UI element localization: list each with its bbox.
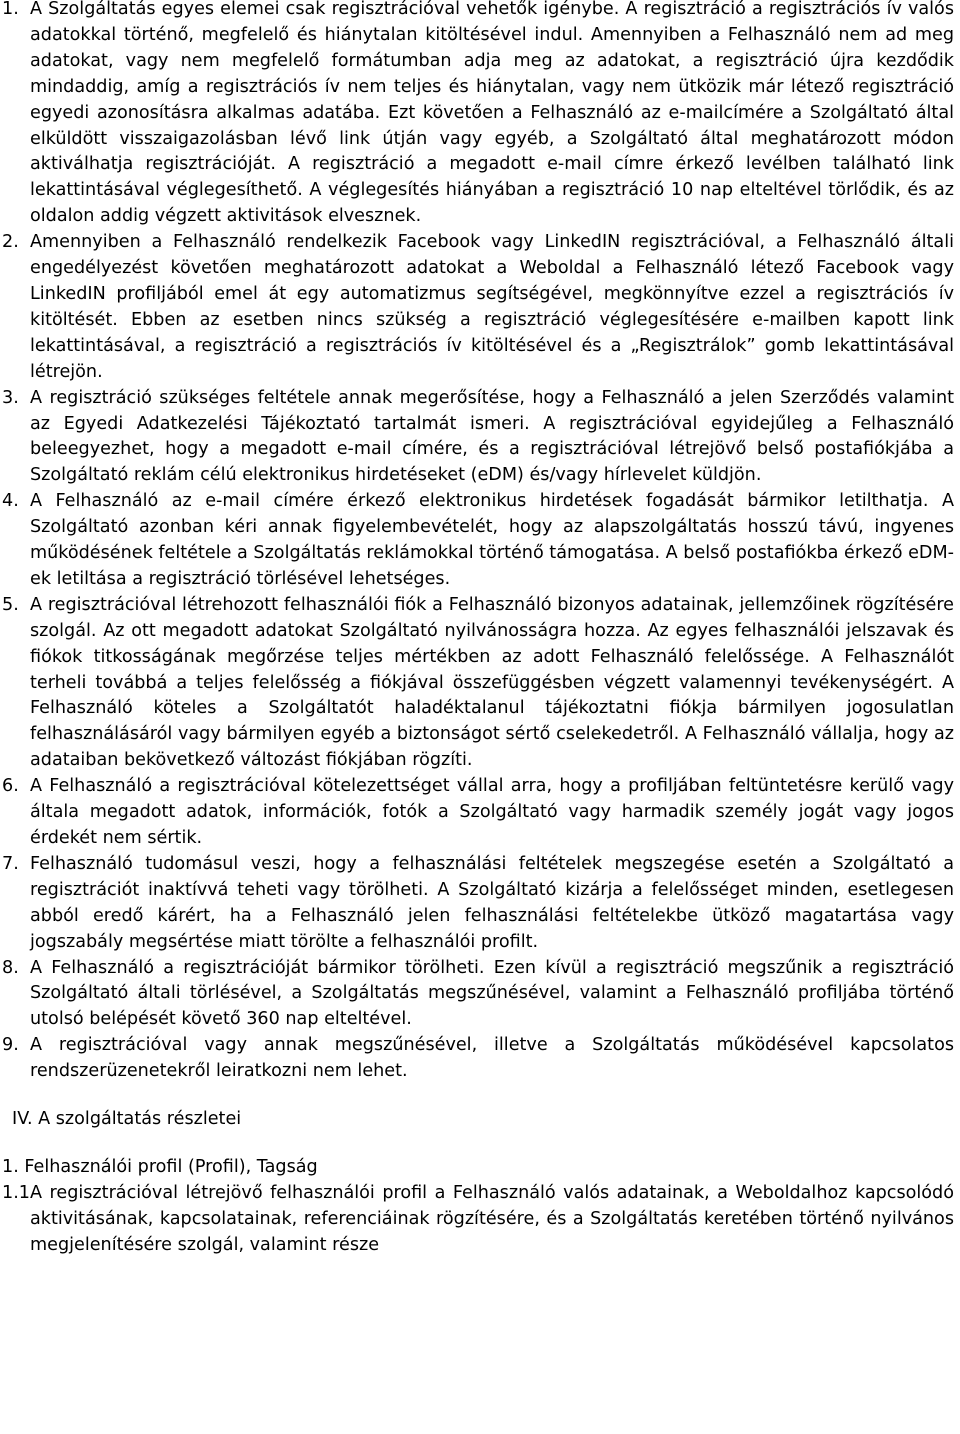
subsection-item-number: 1.1 [2, 1182, 30, 1203]
list-item-number: 4. [2, 491, 19, 512]
subsection-item-text: A regisztrációval létrejövő felhasználói profil a Felhasználó valós adatainak, a Weboldalhoz kapcsolódó aktivitásának, kapcsolatainak, referenciáinak rögzítésére, és a Szolgáltatás keretében történő nyilvános megjelenítésére szolgál, valamint része [30, 1182, 954, 1255]
list-item-text: A Felhasználó az e-mail címére érkező elektronikus hirdetések fogadását bármikor letilthatja. A Szolgáltató azonban kéri annak figyelembevételét, hogy az alapszolgáltatás hosszú távú, ingyenes működésének feltétele a Szolgáltatás reklámokkal történő támogatása. A belső postafiókba érkező eDM-ek letiltása a regisztráció törlésével lehetséges. [30, 491, 954, 589]
list-item-number: 3. [2, 387, 19, 408]
list-item [0, 956, 960, 1034]
list-item-text: A regisztráció szükséges feltétele annak megerősítése, hogy a Felhasználó a jelen Szerződés valamint az Egyedi Adatkezelési Tájékoztató tartalmát ismeri. A regisztrációval egyidejűleg a Felhasználó beleegyezhet, hogy a megadott e-mail címére, és a regisztrációval létrejövő belső postafiókjába a Szolgáltató reklám célú elektronikus hirdetéseket (eDM) és/vagy hírlevelet küldjön. [30, 387, 954, 486]
list-item [0, 386, 960, 490]
list-item-number: 8. [2, 957, 19, 978]
list-item [0, 593, 960, 774]
list-item-text: A regisztrációval létrehozott felhasználói fiók a Felhasználó bizonyos adatainak, jellemzőinek rögzítésére szolgál. Az ott megadott adatokat Szolgáltató nyilvánosságra hozza. Az egyes felhasználói jelszavak és fiókok titkosságának megőrzése teljes mértékben az adott Felhasználó felelőssége. A Felhasználót terheli továbbá a teljes felelősség a fiókjával összefüggésben végzett valamennyi tevékenységért. A Felhasználó köteles a Szolgáltatót haladéktalanul tájékoztatni fiókja bármilyen jogosulatlan felhasználásáról vagy bármilyen egyéb a biztonságot sértő cselekedetről. A Felhasználó vállalja, hogy az adataiban bekövetkező változást fiókjában rögzíti. [30, 594, 954, 771]
list-item [0, 489, 960, 593]
list-item-text: A Szolgáltatás egyes elemei csak regisztrációval vehetők igénybe. A regisztráció a regisztrációs ív valós adatokkal történő, megfelelő és hiánytalan kitöltésével indul. Amennyiben a Felhasználó nem ad meg adatokat, vagy nem megfelelő formátumban adja meg az adatokat, a regisztráció újra kezdődik mindaddig, amíg a regisztrációs ív nem teljes és hiánytalan, vagy nem ütközik már létező regisztráció egyedi azonosításra alkalmas adatába. Ezt követően a Felhasználó az e-mailcímére a Szolgáltató által elküldött visszaigazolásban lévő link útján vagy egyéb, a Szolgáltató által meghatározott módon aktiválhatja regisztrációját. A regisztráció a megadott e-mail címre érkező levélben található link lekattintásával véglegesíthető. A véglegesítés hiányában a regisztráció 10 nap elteltével törlődik, és az oldalon addig végzett aktivitások elvesznek. [30, 0, 954, 227]
list-item [0, 774, 960, 852]
list-item-number: 2. [2, 232, 19, 253]
subsection-heading: 1. Felhasználói profil (Profil), Tagság [2, 1156, 318, 1177]
subsection-item [0, 1181, 960, 1259]
list-item-text: Amennyiben a Felhasználó rendelkezik Facebook vagy LinkedIN regisztrációval, a Felhasználó általi engedélyezést követően meghatározott adatokat a Weboldal a Felhasználó létező Facebook vagy LinkedIN profiljából emel át egy automatizmus segítségével, megkönnyítve ezzel a regisztrációs ív kitöltését. Ebben az esetben nincs szükség a regisztráció véglegesítésére e-mailben kapott link lekattintásával, a regisztráció a regisztrációs ív kitöltésével és a „Regisztrálok” gomb lekattintásával létrejön. [30, 232, 954, 382]
list-item-text: A Felhasználó a regisztrációját bármikor törölheti. Ezen kívül a regisztráció megszűnik a regisztráció Szolgáltató általi törlésével, a Szolgáltatás megszűnésével, valamint a Felhasználó profiljába történő utolsó belépését követő 360 nap elteltével. [30, 957, 954, 1030]
list-item [0, 1033, 960, 1085]
list-item-number: 7. [2, 853, 19, 874]
list-item-text: Felhasználó tudomásul veszi, hogy a felhasználási feltételek megszegése esetén a Szolgáltató a regisztrációt inaktívvá teheti vagy törölheti. A Szolgáltató kizárja a felelősséget minden, esetlegesen abból eredő kárért, ha a Felhasználó jelen felhasználási feltételekbe ütköző magatartása vagy jogszabály megsértése miatt törölte a felhasználói profilt. [30, 853, 954, 952]
list-item [0, 230, 960, 385]
list-item-number: 1. [2, 0, 19, 19]
list-item-number: 5. [2, 594, 19, 615]
list-item-number: 6. [2, 776, 19, 797]
section-heading: IV. A szolgáltatás részletei [12, 1109, 242, 1130]
list-item [0, 0, 960, 230]
list-item-number: 9. [2, 1035, 19, 1056]
list-item [0, 852, 960, 956]
list-item-text: A regisztrációval vagy annak megszűnésével, illetve a Szolgáltatás működésével kapcsolatos rendszerüzenetekről leiratkozni nem lehet. [30, 1035, 954, 1082]
list-item-text: A Felhasználó a regisztrációval kötelezettséget vállal arra, hogy a profiljában feltüntetésre kerülő vagy általa megadott adatok, információk, fotók a Szolgáltató vagy harmadik személy jogát vagy jogos érdekét nem sértik. [30, 776, 954, 848]
